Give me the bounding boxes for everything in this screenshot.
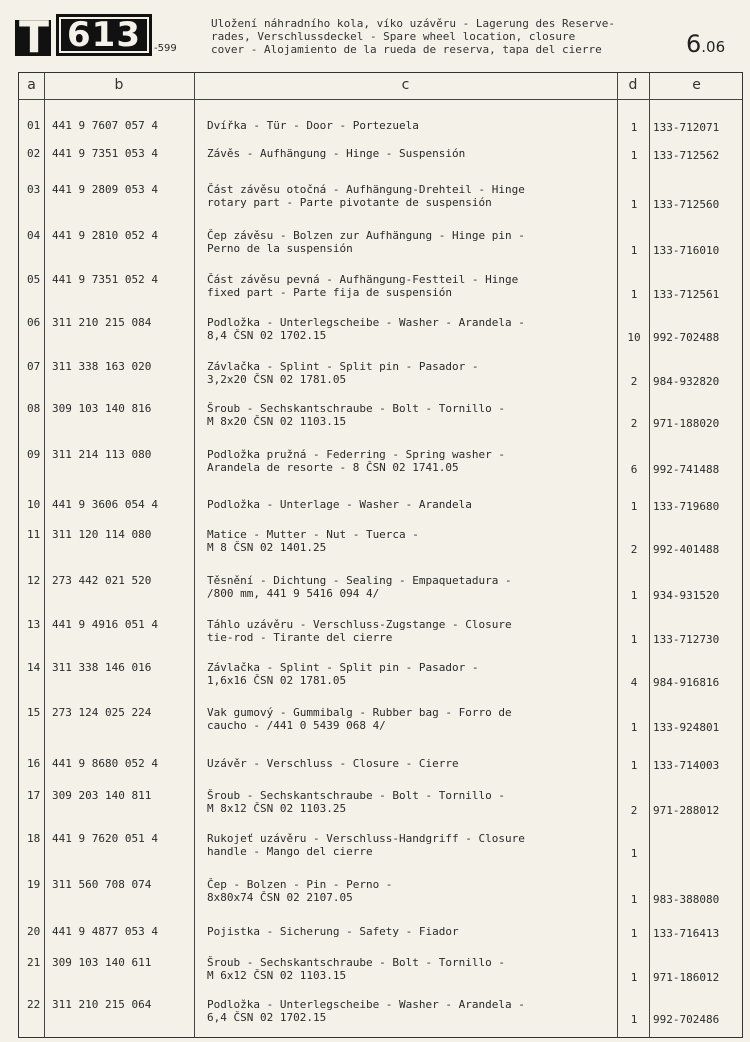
- logo-subtitle: -599: [154, 43, 177, 54]
- description-line: 8x80x74 ČSN 02 2107.05: [207, 891, 353, 904]
- part-description: [207, 878, 612, 904]
- description-line: Závlačka - Splint - Split pin - Pasador -: [207, 360, 479, 373]
- part-description: [207, 147, 612, 160]
- quantity: 1: [630, 759, 638, 772]
- part-description: [207, 832, 612, 858]
- part-description: [207, 498, 612, 511]
- parts-table: [18, 72, 743, 1038]
- description-line: M 6x12 ČSN 02 1103.15: [207, 969, 347, 982]
- quantity: 2: [630, 543, 638, 556]
- part-number: 441 9 3606 054 4: [52, 498, 158, 511]
- quantity: 1: [630, 500, 638, 513]
- item-position: 02: [27, 147, 41, 160]
- quantity: 1: [630, 244, 638, 257]
- part-number: 441 9 2809 053 4: [52, 183, 158, 196]
- quantity: 1: [630, 589, 638, 602]
- catalog-number: 133-712561: [653, 288, 720, 301]
- description-line: 6,4 ČSN 02 1702.15: [207, 1011, 327, 1024]
- item-position: 20: [27, 925, 41, 938]
- description-line: M 8x12 ČSN 02 1103.25: [207, 802, 347, 815]
- quantity: 1: [630, 1013, 638, 1026]
- item-position: 07: [27, 360, 41, 373]
- quantity: 1: [630, 971, 638, 984]
- description-line: Arandela de resorte - 8 ČSN 02 1741.05: [207, 461, 459, 474]
- catalog-number: 934-931520: [653, 589, 720, 602]
- description-line: Vak gumový - Gummibalg - Rubber bag - Forro de: [207, 706, 512, 719]
- catalog-number: 133-924801: [653, 721, 720, 734]
- section-number: [686, 30, 725, 58]
- description-line: Čep - Bolzen - Pin - Perno -: [207, 878, 393, 891]
- catalog-number: 992-741488: [653, 463, 720, 476]
- part-number: 311 214 113 080: [52, 448, 152, 461]
- description-line: Část závěsu otočná - Aufhängung-Drehteil - Hinge: [207, 183, 525, 196]
- description-line: 3,2x20 ČSN 02 1781.05: [207, 373, 347, 386]
- quantity: 2: [630, 417, 638, 430]
- part-description: [207, 273, 612, 299]
- item-position: 09: [27, 448, 41, 461]
- description-line: Podložka - Unterlage - Washer - Arandela: [207, 498, 472, 511]
- part-number: 441 9 2810 052 4: [52, 229, 158, 242]
- title-line: cover - Alojamiento de la rueda de reserva, tapa del cierre: [211, 43, 602, 56]
- part-description: [207, 618, 612, 644]
- item-position: 22: [27, 998, 41, 1011]
- description-line: Podložka pružná - Federring - Spring washer -: [207, 448, 506, 461]
- item-position: 03: [27, 183, 41, 196]
- part-number: 311 338 163 020: [52, 360, 152, 373]
- description-line: Šroub - Sechskantschraube - Bolt - Tornillo -: [207, 789, 506, 802]
- description-line: Čep závěsu - Bolzen zur Aufhängung - Hinge pin -: [207, 229, 525, 242]
- part-number: 311 120 114 080: [52, 528, 152, 541]
- title-line: rades, Verschlussdeckel - Spare wheel location, closure: [211, 30, 576, 43]
- description-line: fixed part - Parte fija de suspensión: [207, 286, 453, 299]
- part-number: 309 103 140 611: [52, 956, 152, 969]
- part-number: 311 210 215 064: [52, 998, 152, 1011]
- item-position: 08: [27, 402, 41, 415]
- item-position: 16: [27, 757, 41, 770]
- description-line: 1,6x16 ČSN 02 1781.05: [207, 674, 347, 687]
- part-description: [207, 229, 612, 255]
- description-line: M 8x20 ČSN 02 1103.15: [207, 415, 347, 428]
- part-number: 441 9 4877 053 4: [52, 925, 158, 938]
- description-line: Šroub - Sechskantschraube - Bolt - Tornillo -: [207, 956, 506, 969]
- catalog-number: 971-188020: [653, 417, 720, 430]
- part-number: 311 560 708 074: [52, 878, 152, 891]
- part-description: [207, 956, 612, 982]
- description-line: Matice - Mutter - Nut - Tuerca -: [207, 528, 419, 541]
- description-line: Těsnění - Dichtung - Sealing - Empaquetadura -: [207, 574, 512, 587]
- column-divider: [649, 73, 650, 1037]
- part-description: [207, 998, 612, 1024]
- item-position: 14: [27, 661, 41, 674]
- catalog-number: 992-401488: [653, 543, 720, 556]
- part-description: [207, 528, 612, 554]
- quantity: 2: [630, 375, 638, 388]
- part-description: [207, 574, 612, 600]
- item-position: 10: [27, 498, 41, 511]
- part-number: 441 9 7351 053 4: [52, 147, 158, 160]
- part-number: 441 9 7351 052 4: [52, 273, 158, 286]
- catalog-number: 992-702488: [653, 331, 720, 344]
- description-line: Pojistka - Sicherung - Safety - Fiador: [207, 925, 459, 938]
- item-position: 19: [27, 878, 41, 891]
- catalog-number: 133-712071: [653, 121, 720, 134]
- part-description: [207, 183, 612, 209]
- item-position: 01: [27, 119, 41, 132]
- catalog-number: 984-932820: [653, 375, 720, 388]
- column-header-a: a: [27, 77, 36, 93]
- quantity: 4: [630, 676, 638, 689]
- catalog-number: 983-388080: [653, 893, 720, 906]
- part-number: 311 338 146 016: [52, 661, 152, 674]
- description-line: /800 mm, 441 9 5416 094 4/: [207, 587, 380, 600]
- column-divider: [617, 73, 618, 1037]
- description-line: Dvířka - Tür - Door - Portezuela: [207, 119, 419, 132]
- quantity: 1: [630, 198, 638, 211]
- item-position: 12: [27, 574, 41, 587]
- title-line: Uložení náhradního kola, víko uzávěru - Lagerung des Reserve-: [211, 17, 615, 30]
- column-header-b: b: [114, 77, 124, 93]
- quantity: 6: [630, 463, 638, 476]
- quantity: 1: [630, 288, 638, 301]
- catalog-number: 133-714003: [653, 759, 720, 772]
- quantity: 1: [630, 633, 638, 646]
- part-description: [207, 360, 612, 386]
- part-number: 273 442 021 520: [52, 574, 152, 587]
- quantity: 1: [630, 149, 638, 162]
- catalog-number: 133-712560: [653, 198, 720, 211]
- quantity: 2: [630, 804, 638, 817]
- column-header-d: d: [628, 77, 638, 93]
- description-line: 8,4 ČSN 02 1702.15: [207, 329, 327, 342]
- description-line: Šroub - Sechskantschraube - Bolt - Tornillo -: [207, 402, 506, 415]
- quantity: 1: [630, 721, 638, 734]
- item-position: 05: [27, 273, 41, 286]
- item-position: 04: [27, 229, 41, 242]
- item-position: 15: [27, 706, 41, 719]
- part-description: [207, 757, 612, 770]
- part-description: [207, 402, 612, 428]
- section-main: 6: [686, 30, 702, 58]
- item-position: 13: [27, 618, 41, 631]
- description-line: Podložka - Unterlegscheibe - Washer - Arandela -: [207, 316, 525, 329]
- quantity: 1: [630, 893, 638, 906]
- part-description: [207, 661, 612, 687]
- description-line: Část závěsu pevná - Aufhängung-Festteil - Hinge: [207, 273, 519, 286]
- logo-letter: T: [15, 20, 51, 56]
- part-number: 309 103 140 816: [52, 402, 152, 415]
- description-line: Závěs - Aufhängung - Hinge - Suspensión: [207, 147, 466, 160]
- quantity: 1: [630, 121, 638, 134]
- description-line: Závlačka - Splint - Split pin - Pasador -: [207, 661, 479, 674]
- page-title: [211, 17, 681, 56]
- description-line: tie-rod - Tirante del cierre: [207, 631, 393, 644]
- part-description: [207, 448, 612, 474]
- part-number: 309 203 140 811: [52, 789, 152, 802]
- quantity: 10: [627, 331, 641, 344]
- logo-model: 613: [56, 14, 152, 56]
- description-line: handle - Mango del cierre: [207, 845, 373, 858]
- part-description: [207, 706, 612, 732]
- catalog-number: 992-702486: [653, 1013, 720, 1026]
- part-description: [207, 316, 612, 342]
- description-line: M 8 ČSN 02 1401.25: [207, 541, 327, 554]
- description-line: rotary part - Parte pivotante de suspensión: [207, 196, 492, 209]
- catalog-number: 133-719680: [653, 500, 720, 513]
- catalog-number: 984-916816: [653, 676, 720, 689]
- description-line: Rukojeť uzávěru - Verschluss-Handgriff - Closure: [207, 832, 525, 845]
- description-line: Perno de la suspensión: [207, 242, 353, 255]
- catalog-number: 133-716010: [653, 244, 720, 257]
- part-number: 441 9 8680 052 4: [52, 757, 158, 770]
- part-description: [207, 119, 612, 132]
- header-divider: [19, 99, 742, 100]
- part-number: 441 9 7620 051 4: [52, 832, 158, 845]
- description-line: Podložka - Unterlegscheibe - Washer - Arandela -: [207, 998, 525, 1011]
- part-description: [207, 925, 612, 938]
- quantity: 1: [630, 847, 638, 860]
- section-sub: .06: [701, 38, 726, 56]
- item-position: 11: [27, 528, 41, 541]
- description-line: caucho - /441 0 5439 068 4/: [207, 719, 386, 732]
- item-position: 17: [27, 789, 41, 802]
- part-description: [207, 789, 612, 815]
- column-header-c: c: [401, 77, 410, 93]
- column-divider: [44, 73, 45, 1037]
- catalog-number: 971-288012: [653, 804, 720, 817]
- catalog-number: 133-712730: [653, 633, 720, 646]
- catalog-number: 133-712562: [653, 149, 720, 162]
- item-position: 06: [27, 316, 41, 329]
- logo: [15, 12, 177, 63]
- part-number: 441 9 7607 057 4: [52, 119, 158, 132]
- part-number: 311 210 215 084: [52, 316, 152, 329]
- item-position: 21: [27, 956, 41, 969]
- catalog-number: 971-186012: [653, 971, 720, 984]
- description-line: Táhlo uzávěru - Verschluss-Zugstange - Closure: [207, 618, 512, 631]
- quantity: 1: [630, 927, 638, 940]
- part-number: 273 124 025 224: [52, 706, 152, 719]
- catalog-number: 133-716413: [653, 927, 720, 940]
- part-number: 441 9 4916 051 4: [52, 618, 158, 631]
- column-divider: [194, 73, 195, 1037]
- description-line: Uzávěr - Verschluss - Closure - Cierre: [207, 757, 459, 770]
- item-position: 18: [27, 832, 41, 845]
- column-header-e: e: [692, 77, 701, 93]
